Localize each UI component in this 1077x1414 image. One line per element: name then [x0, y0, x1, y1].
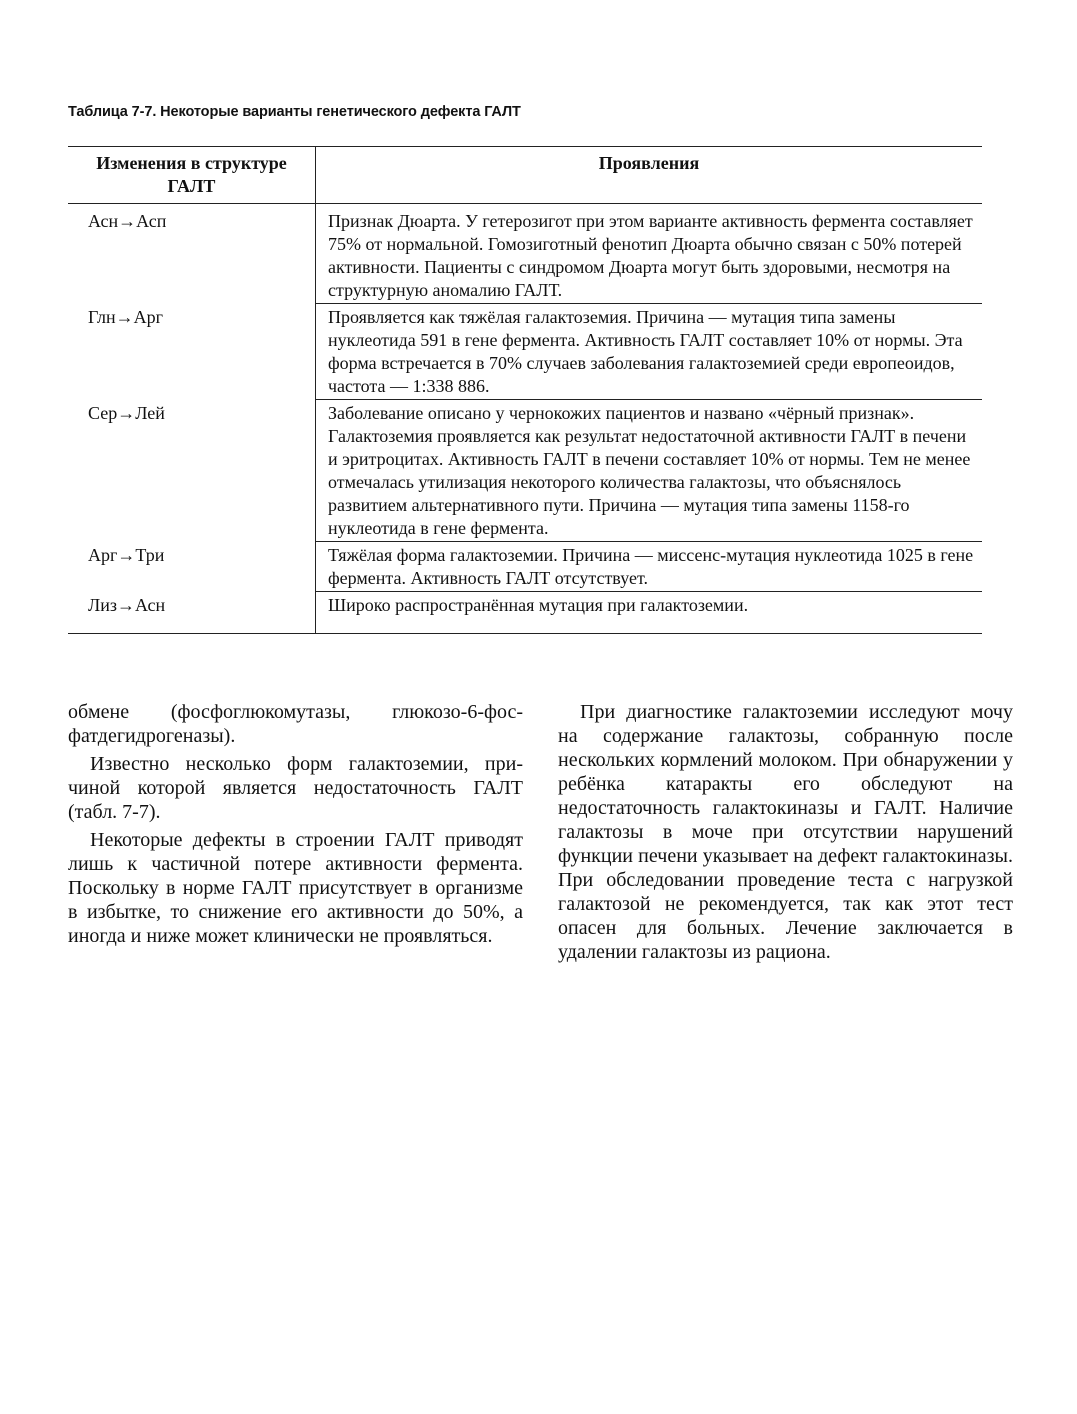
body-text-right-column	[558, 700, 1013, 968]
table-caption: Таблица 7-7. Некоторые варианты генетического дефекта ГАЛТ	[68, 104, 521, 120]
header-manifestations: Проявления	[316, 147, 983, 204]
galt-defects-table	[68, 146, 982, 634]
paragraph: Некоторые дефекты в строении ГАЛТ приводят лишь к частичной потере активности фермента. Поскольку в норме ГАЛТ присутствует в организме в избытке, то снижение его активности до 50%, а иногда и ниже может клинически не проявляться.	[68, 829, 523, 947]
cell-change: Лиз→Асн	[68, 592, 316, 634]
paragraph: При диагностике галактоземии исследуют мочу на содержание галактозы, собранную после нескольких кормлений молоком. При обнаружении у ребёнка катаракты его обследуют на недостаточность галактокиназы и ГАЛТ. Наличие галактозы в моче при отсутствии нарушений функции печени указывает на дефект галактокиназы. При обследовании проведение теста с нагрузкой галактозой не рекомендуется, так как этот тест опасен для больных. Лечение заключается в удалении галактозы из рациона.	[558, 701, 1013, 963]
paragraph: Известно несколько форм галактоземии, причиной которой является недостаточность ГАЛТ (табл. 7-7).	[68, 753, 523, 823]
table-row	[68, 400, 982, 542]
cell-change: Сер→Лей	[68, 400, 316, 542]
cell-manifestation: Тяжёлая форма галактоземии. Причина — миссенс-мутация нуклеотида 1025 в гене фермента. Активность ГАЛТ отсутствует.	[316, 542, 983, 592]
cell-manifestation: Заболевание описано у чернокожих пациентов и названо «чёрный признак». Галактоземия проявляется как результат недостаточной активности ГАЛТ в печени и эритроцитах. Активность ГАЛТ в печени составляет 10% от нормы. Тем не менее отмечалась утилизация некоторого количества галактозы, что объяснялось развитием альтернативного пути. Причина — мутация типа замены 1158-го нуклеотида в гене фермента.	[316, 400, 983, 542]
table-row	[68, 542, 982, 592]
header-structure-change: Изменения в структуре ГАЛТ	[68, 147, 316, 204]
cell-manifestation: Признак Дюарта. У гетерозигот при этом варианте активность фермента составляет 75% от нормальной. Гомозиготный фенотип Дюарта обычно связан с 50% потерей активности. Пациенты с синдромом Дюарта могут быть здоровыми, несмотря на структурную аномалию ГАЛТ.	[316, 204, 983, 304]
table-row	[68, 204, 982, 304]
cell-change: Арг→Три	[68, 542, 316, 592]
cell-manifestation: Проявляется как тяжёлая галактоземия. Причина — мутация типа замены нуклеотида 591 в гене фермента. Активность ГАЛТ составляет 10% от нормы. Эта форма встречается в 70% случаев заболевания галактоземией среди европеоидов, частота — 1:338 886.	[316, 304, 983, 400]
paragraph: обмене (фосфоглюкомутазы, глюкозо-6-фосфатдегидрогеназы).	[68, 701, 523, 747]
table-row	[68, 304, 982, 400]
cell-manifestation: Широко распространённая мутация при галактоземии.	[316, 592, 983, 634]
body-text-left-column	[68, 700, 523, 952]
cell-change: Глн→Арг	[68, 304, 316, 400]
cell-change: Асн→Асп	[68, 204, 316, 304]
table-row	[68, 592, 982, 634]
table-header-row	[68, 147, 982, 204]
